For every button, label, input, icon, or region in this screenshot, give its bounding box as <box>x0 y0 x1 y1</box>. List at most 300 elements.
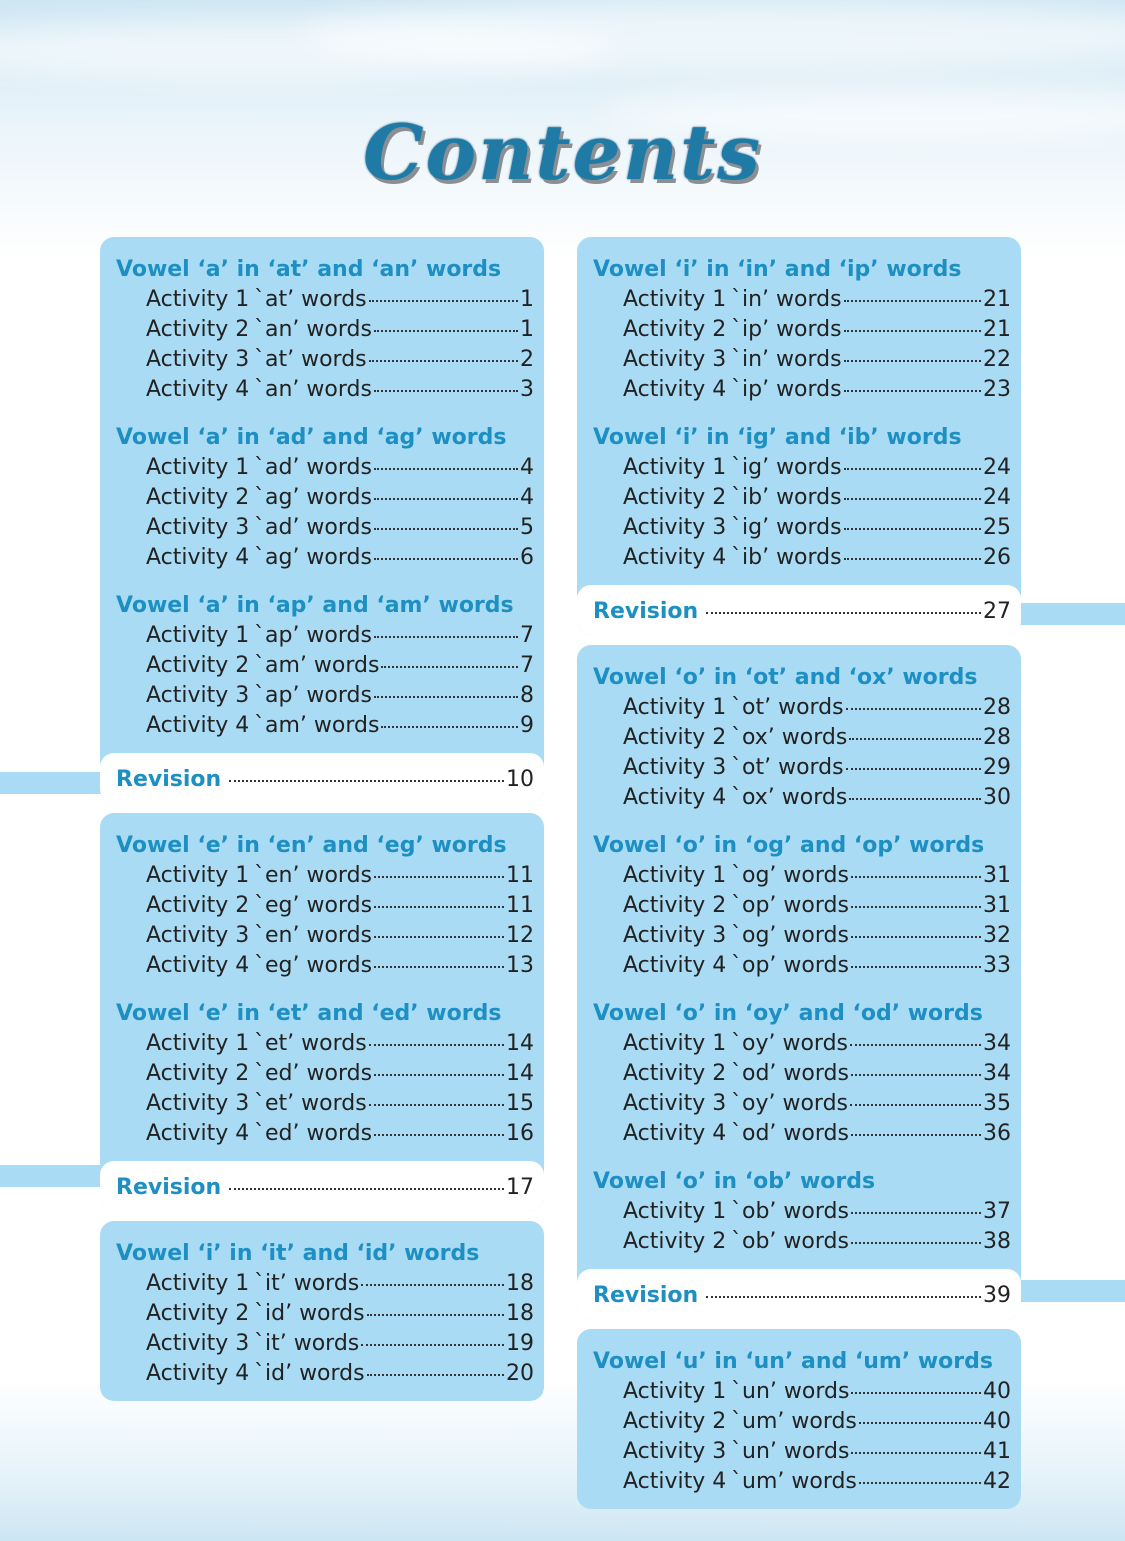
page-number: 25 <box>983 515 1011 540</box>
toc-entry[interactable] <box>593 1227 1011 1257</box>
contents-panel <box>100 237 544 803</box>
section-group <box>116 255 534 405</box>
activity-label: Activity 3 <box>146 347 250 372</box>
contents-panel <box>577 645 1021 1319</box>
page-number: 35 <box>983 1091 1011 1116</box>
toc-entry[interactable] <box>116 861 534 891</box>
dot-leader <box>374 498 518 500</box>
activity-words: `og’ words <box>731 863 849 888</box>
dot-leader <box>374 876 504 878</box>
page-number: 40 <box>983 1409 1011 1434</box>
toc-entry[interactable] <box>593 1437 1011 1467</box>
page-number: 38 <box>983 1229 1011 1254</box>
toc-entry[interactable] <box>593 543 1011 573</box>
dot-leader <box>851 1074 981 1076</box>
revision-entry[interactable] <box>577 585 1021 635</box>
page-number: 28 <box>983 725 1011 750</box>
activity-label: Activity 2 <box>146 893 250 918</box>
activity-words: `ib’ words <box>731 485 842 510</box>
activity-words: `un’ words <box>731 1439 850 1464</box>
dot-leader <box>846 708 981 710</box>
activity-label: Activity 4 <box>146 953 250 978</box>
toc-entry[interactable] <box>593 315 1011 345</box>
contents-panel <box>100 813 544 1211</box>
section-title: Vowel ‘e’ in ‘en’ and ‘eg’ words <box>116 833 507 858</box>
section-group <box>593 663 1011 813</box>
dot-leader <box>374 1134 504 1136</box>
activity-label: Activity 1 <box>146 1271 250 1296</box>
toc-entry[interactable] <box>116 1269 534 1299</box>
page-number: 33 <box>983 953 1011 978</box>
activity-words: `am’ words <box>254 713 380 738</box>
toc-entry[interactable] <box>116 681 534 711</box>
dot-leader <box>361 1284 504 1286</box>
toc-entry[interactable] <box>116 921 534 951</box>
toc-entry[interactable] <box>593 345 1011 375</box>
activity-words: `ag’ words <box>254 485 372 510</box>
toc-entry[interactable] <box>593 861 1011 891</box>
section-title: Vowel ‘o’ in ‘oy’ and ‘od’ words <box>593 1001 983 1026</box>
activity-words: `ig’ words <box>731 515 842 540</box>
dot-leader <box>844 498 981 500</box>
activity-label: Activity 4 <box>623 545 727 570</box>
toc-entry[interactable] <box>116 891 534 921</box>
activity-label: Activity 2 <box>623 725 727 750</box>
section-title: Vowel ‘o’ in ‘ob’ words <box>593 1169 876 1194</box>
section-title: Vowel ‘a’ in ‘ad’ and ‘ag’ words <box>116 425 507 450</box>
activity-label: Activity 4 <box>146 377 250 402</box>
activity-label: Activity 2 <box>146 317 250 342</box>
page-number: 21 <box>983 317 1011 342</box>
activity-words: `op’ words <box>731 893 849 918</box>
activity-label: Activity 3 <box>146 683 250 708</box>
revision-entry[interactable] <box>577 1269 1021 1319</box>
contents-column-left <box>100 237 544 1411</box>
activity-label: Activity 3 <box>146 1091 250 1116</box>
activity-label: Activity 1 <box>146 455 250 480</box>
activity-label: Activity 1 <box>146 863 250 888</box>
toc-entry[interactable] <box>116 483 534 513</box>
dot-leader <box>374 528 518 530</box>
activity-words: `op’ words <box>731 953 849 978</box>
toc-entry[interactable] <box>116 711 534 741</box>
dot-leader <box>381 726 518 728</box>
section-title: Vowel ‘i’ in ‘it’ and ‘id’ words <box>116 1241 480 1266</box>
page-number: 5 <box>520 515 534 540</box>
activity-label: Activity 3 <box>146 1331 250 1356</box>
activity-words: `od’ words <box>731 1121 849 1146</box>
page-title: Contents <box>362 108 763 197</box>
section-title: Vowel ‘i’ in ‘in’ and ‘ip’ words <box>593 257 962 282</box>
page-number: 16 <box>506 1121 534 1146</box>
activity-label: Activity 2 <box>146 1061 250 1086</box>
section-group <box>116 423 534 573</box>
activity-label: Activity 4 <box>146 545 250 570</box>
activity-words: `ob’ words <box>731 1199 849 1224</box>
dot-leader <box>844 468 981 470</box>
toc-entry[interactable] <box>116 285 534 315</box>
revision-entry[interactable] <box>100 753 544 803</box>
dot-leader <box>229 780 504 782</box>
page-number: 24 <box>983 485 1011 510</box>
page-number: 28 <box>983 695 1011 720</box>
activity-label: Activity 2 <box>146 1301 250 1326</box>
dot-leader <box>851 1242 981 1244</box>
page-number: 27 <box>983 599 1011 624</box>
activity-words: `et’ words <box>254 1031 367 1056</box>
dot-leader <box>381 666 518 668</box>
toc-entry[interactable] <box>593 723 1011 753</box>
section-group <box>593 999 1011 1149</box>
toc-entry[interactable] <box>593 1197 1011 1227</box>
page-number: 6 <box>520 545 534 570</box>
section-group <box>593 1347 1011 1497</box>
page-number: 34 <box>983 1031 1011 1056</box>
toc-entry[interactable] <box>116 345 534 375</box>
page-number: 11 <box>506 863 534 888</box>
toc-entry[interactable] <box>593 1467 1011 1497</box>
toc-entry[interactable] <box>116 1119 534 1149</box>
activity-words: `en’ words <box>254 923 373 948</box>
activity-words: `ip’ words <box>731 317 842 342</box>
page-number: 2 <box>520 347 534 372</box>
dot-leader <box>374 558 518 560</box>
activity-label: Activity 1 <box>146 1031 250 1056</box>
page-number: 18 <box>506 1301 534 1326</box>
activity-label: Activity 1 <box>623 455 727 480</box>
toc-entry[interactable] <box>116 651 534 681</box>
toc-entry[interactable] <box>593 375 1011 405</box>
dot-leader <box>374 906 504 908</box>
activity-label: Activity 3 <box>623 1439 727 1464</box>
dot-leader <box>851 1212 981 1214</box>
activity-label: Activity 3 <box>623 515 727 540</box>
dot-leader <box>369 360 518 362</box>
toc-entry[interactable] <box>593 285 1011 315</box>
dot-leader <box>846 768 981 770</box>
dot-leader <box>851 1452 981 1454</box>
section-title: Vowel ‘o’ in ‘ot’ and ‘ox’ words <box>593 665 978 690</box>
activity-words: `ap’ words <box>254 623 372 648</box>
activity-label: Activity 4 <box>146 713 250 738</box>
activity-words: `ip’ words <box>731 377 842 402</box>
page-number: 10 <box>506 767 534 792</box>
activity-words: `in’ words <box>731 287 842 312</box>
toc-entry[interactable] <box>116 1029 534 1059</box>
dot-leader <box>851 876 981 878</box>
activity-label: Activity 2 <box>623 893 727 918</box>
activity-words: `oy’ words <box>731 1031 849 1056</box>
page-number: 3 <box>520 377 534 402</box>
toc-entry[interactable] <box>593 513 1011 543</box>
page-number: 18 <box>506 1271 534 1296</box>
activity-words: `ot’ words <box>731 695 844 720</box>
page-number: 34 <box>983 1061 1011 1086</box>
toc-entry[interactable] <box>116 951 534 981</box>
activity-label: Activity 3 <box>623 755 727 780</box>
contents-column-right <box>577 237 1021 1519</box>
activity-words: `at’ words <box>254 347 367 372</box>
section-group <box>593 255 1011 405</box>
activity-words: `um’ words <box>731 1469 857 1494</box>
dot-leader <box>849 798 981 800</box>
dot-leader <box>374 1074 504 1076</box>
dot-leader <box>374 468 518 470</box>
dot-leader <box>844 300 981 302</box>
activity-words: `od’ words <box>731 1061 849 1086</box>
page-number: 9 <box>520 713 534 738</box>
dot-leader <box>851 906 981 908</box>
activity-words: `ot’ words <box>731 755 844 780</box>
page-number: 13 <box>506 953 534 978</box>
toc-entry[interactable] <box>593 1407 1011 1437</box>
toc-entry[interactable] <box>593 1059 1011 1089</box>
activity-label: Activity 4 <box>146 1121 250 1146</box>
band-right-2 <box>1010 1280 1125 1302</box>
dot-leader <box>844 360 981 362</box>
section-group <box>593 423 1011 573</box>
dot-leader <box>851 1392 981 1394</box>
activity-label: Activity 3 <box>623 347 727 372</box>
page-number: 39 <box>983 1283 1011 1308</box>
page-number: 30 <box>983 785 1011 810</box>
toc-entry[interactable] <box>593 783 1011 813</box>
contents-panel <box>577 237 1021 635</box>
dot-leader <box>374 636 518 638</box>
page-number: 23 <box>983 377 1011 402</box>
toc-entry[interactable] <box>116 1299 534 1329</box>
revision-label: Revision <box>593 599 699 624</box>
section-title: Vowel ‘a’ in ‘at’ and ‘an’ words <box>116 257 502 282</box>
dot-leader <box>369 1104 504 1106</box>
page-number: 14 <box>506 1031 534 1056</box>
activity-label: Activity 4 <box>623 953 727 978</box>
dot-leader <box>706 612 981 614</box>
activity-label: Activity 1 <box>623 1199 727 1224</box>
activity-label: Activity 4 <box>623 377 727 402</box>
activity-words: `et’ words <box>254 1091 367 1116</box>
dot-leader <box>374 966 504 968</box>
toc-entry[interactable] <box>593 891 1011 921</box>
page-number: 42 <box>983 1469 1011 1494</box>
page-number: 41 <box>983 1439 1011 1464</box>
section-title: Vowel ‘e’ in ‘et’ and ‘ed’ words <box>116 1001 502 1026</box>
revision-label: Revision <box>116 1175 222 1200</box>
page-number: 7 <box>520 653 534 678</box>
page-number: 14 <box>506 1061 534 1086</box>
activity-words: `eg’ words <box>254 953 373 978</box>
activity-label: Activity 1 <box>623 1031 727 1056</box>
dot-leader <box>374 696 518 698</box>
activity-label: Activity 1 <box>623 287 727 312</box>
band-left-2 <box>0 1165 110 1187</box>
contents-panel <box>577 1329 1021 1509</box>
section-title: Vowel ‘i’ in ‘ig’ and ‘ib’ words <box>593 425 962 450</box>
activity-label: Activity 2 <box>623 1409 727 1434</box>
page-number: 32 <box>983 923 1011 948</box>
section-group <box>116 999 534 1149</box>
activity-words: `ox’ words <box>731 785 848 810</box>
page-number: 29 <box>983 755 1011 780</box>
activity-words: `ib’ words <box>731 545 842 570</box>
page-number: 4 <box>520 455 534 480</box>
page-number: 37 <box>983 1199 1011 1224</box>
band-right-1 <box>1010 603 1125 625</box>
toc-entry[interactable] <box>116 315 534 345</box>
activity-words: `ob’ words <box>731 1229 849 1254</box>
dot-leader <box>844 390 981 392</box>
toc-entry[interactable] <box>593 753 1011 783</box>
revision-entry[interactable] <box>100 1161 544 1211</box>
activity-words: `an’ words <box>254 377 372 402</box>
dot-leader <box>851 966 981 968</box>
dot-leader <box>361 1344 504 1346</box>
activity-label: Activity 2 <box>146 653 250 678</box>
toc-entry[interactable] <box>116 1089 534 1119</box>
section-title: Vowel ‘a’ in ‘ap’ and ‘am’ words <box>116 593 514 618</box>
dot-leader <box>374 390 518 392</box>
toc-entry[interactable] <box>116 1359 534 1389</box>
section-group <box>116 1239 534 1389</box>
dot-leader <box>850 1044 981 1046</box>
activity-words: `un’ words <box>731 1379 850 1404</box>
band-left-1 <box>0 772 110 794</box>
revision-label: Revision <box>116 767 222 792</box>
page-number: 20 <box>506 1361 534 1386</box>
toc-entry[interactable] <box>116 513 534 543</box>
activity-words: `in’ words <box>731 347 842 372</box>
activity-label: Activity 1 <box>623 1379 727 1404</box>
dot-leader <box>851 936 981 938</box>
activity-words: `en’ words <box>254 863 373 888</box>
toc-entry[interactable] <box>116 375 534 405</box>
activity-words: `um’ words <box>731 1409 857 1434</box>
dot-leader <box>367 1374 504 1376</box>
activity-words: `ox’ words <box>731 725 848 750</box>
page-number: 8 <box>520 683 534 708</box>
toc-entry[interactable] <box>593 1089 1011 1119</box>
toc-entry[interactable] <box>116 453 534 483</box>
activity-label: Activity 2 <box>623 1061 727 1086</box>
activity-words: `id’ words <box>254 1301 365 1326</box>
section-group <box>593 831 1011 981</box>
activity-words: `og’ words <box>731 923 849 948</box>
activity-words: `an’ words <box>254 317 372 342</box>
page-number: 15 <box>506 1091 534 1116</box>
activity-words: `eg’ words <box>254 893 373 918</box>
activity-words: `ad’ words <box>254 455 372 480</box>
dot-leader <box>367 1314 504 1316</box>
page-number: 31 <box>983 863 1011 888</box>
dot-leader <box>859 1482 981 1484</box>
activity-words: `ed’ words <box>254 1121 373 1146</box>
activity-label: Activity 2 <box>623 317 727 342</box>
activity-label: Activity 4 <box>623 1469 727 1494</box>
toc-entry[interactable] <box>593 951 1011 981</box>
page-number: 1 <box>520 287 534 312</box>
activity-label: Activity 2 <box>623 1229 727 1254</box>
dot-leader <box>706 1296 981 1298</box>
page-number: 36 <box>983 1121 1011 1146</box>
page-number: 31 <box>983 893 1011 918</box>
dot-leader <box>849 738 981 740</box>
toc-entry[interactable] <box>593 1119 1011 1149</box>
activity-label: Activity 1 <box>146 287 250 312</box>
toc-entry[interactable] <box>593 483 1011 513</box>
activity-words: `ad’ words <box>254 515 372 540</box>
page-number: 4 <box>520 485 534 510</box>
dot-leader <box>374 330 518 332</box>
toc-entry[interactable] <box>116 543 534 573</box>
section-group <box>593 1167 1011 1257</box>
dot-leader <box>844 330 981 332</box>
activity-label: Activity 2 <box>146 485 250 510</box>
toc-entry[interactable] <box>593 1377 1011 1407</box>
activity-label: Activity 4 <box>146 1361 250 1386</box>
dot-leader <box>844 558 981 560</box>
page-number: 19 <box>506 1331 534 1356</box>
revision-label: Revision <box>593 1283 699 1308</box>
toc-entry[interactable] <box>116 1059 534 1089</box>
activity-label: Activity 4 <box>623 1121 727 1146</box>
dot-leader <box>229 1188 504 1190</box>
section-group <box>116 831 534 981</box>
toc-entry[interactable] <box>593 921 1011 951</box>
activity-words: `at’ words <box>254 287 367 312</box>
activity-label: Activity 3 <box>146 923 250 948</box>
dot-leader <box>374 936 504 938</box>
dot-leader <box>369 300 518 302</box>
page-number: 21 <box>983 287 1011 312</box>
activity-words: `ed’ words <box>254 1061 373 1086</box>
activity-label: Activity 4 <box>623 785 727 810</box>
toc-entry[interactable] <box>593 693 1011 723</box>
activity-label: Activity 1 <box>623 863 727 888</box>
dot-leader <box>850 1104 981 1106</box>
page-number: 26 <box>983 545 1011 570</box>
page-number: 17 <box>506 1175 534 1200</box>
activity-words: `am’ words <box>254 653 380 678</box>
activity-words: `it’ words <box>254 1271 360 1296</box>
section-title: Vowel ‘u’ in ‘un’ and ‘um’ words <box>593 1349 993 1374</box>
activity-words: `ig’ words <box>731 455 842 480</box>
activity-label: Activity 3 <box>146 515 250 540</box>
activity-words: `ag’ words <box>254 545 372 570</box>
toc-entry[interactable] <box>593 453 1011 483</box>
dot-leader <box>844 528 981 530</box>
activity-words: `oy’ words <box>731 1091 849 1116</box>
toc-entry[interactable] <box>116 1329 534 1359</box>
contents-panel <box>100 1221 544 1401</box>
toc-entry[interactable] <box>593 1029 1011 1059</box>
activity-words: `id’ words <box>254 1361 365 1386</box>
page-number: 1 <box>520 317 534 342</box>
dot-leader <box>859 1422 981 1424</box>
activity-words: `it’ words <box>254 1331 360 1356</box>
page-number: 22 <box>983 347 1011 372</box>
activity-words: `ap’ words <box>254 683 372 708</box>
activity-label: Activity 3 <box>623 1091 727 1116</box>
section-title: Vowel ‘o’ in ‘og’ and ‘op’ words <box>593 833 985 858</box>
toc-entry[interactable] <box>116 621 534 651</box>
activity-label: Activity 2 <box>623 485 727 510</box>
dot-leader <box>369 1044 504 1046</box>
activity-label: Activity 3 <box>623 923 727 948</box>
page-number: 7 <box>520 623 534 648</box>
page-number: 11 <box>506 893 534 918</box>
page-number: 24 <box>983 455 1011 480</box>
section-group <box>116 591 534 741</box>
